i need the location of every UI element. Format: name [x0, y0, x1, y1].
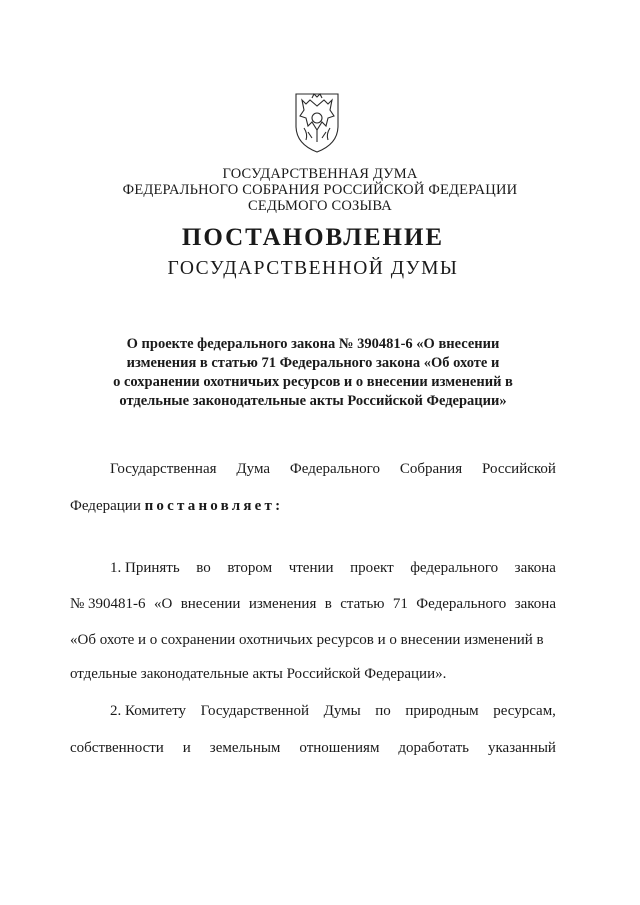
preamble-word: Дума: [236, 461, 271, 477]
item1-word: втором: [227, 560, 273, 576]
org-line-3: СЕДЬМОГО СОЗЫВА: [248, 198, 392, 214]
preamble-word: Государственная: [110, 461, 217, 477]
subject-line-1: О проекте федерального закона № 390481-6 «О внесении: [126, 336, 500, 352]
item1-word: статью: [340, 596, 385, 612]
item1-word: 1. Принять: [110, 560, 180, 576]
item1-word: 71: [392, 596, 408, 612]
preamble-word: Федерального: [289, 461, 380, 477]
item2-word: 2. Комитету: [110, 703, 187, 719]
item1-word: проект: [350, 560, 394, 576]
org-line-2: ФЕДЕРАЛЬНОГО СОБРАНИЯ РОССИЙСКОЙ ФЕДЕРАЦИИ: [122, 182, 518, 198]
item2-word: Государственной: [200, 703, 310, 719]
item1-word: в: [324, 596, 332, 612]
item2-line-2: [70, 740, 556, 757]
item1-line-4: отдельные законодательные акты Российской Федерации».: [70, 666, 447, 682]
preamble-line-1: [110, 461, 556, 478]
document-title: ПОСТАНОВЛЕНИЕ: [181, 224, 445, 251]
subject-line-2: изменения в статью 71 Федерального закона «Об охоте и: [126, 355, 500, 371]
preamble-line-2: [70, 498, 283, 515]
item1-word: № 390481-6: [70, 596, 146, 612]
item2-line-1: [110, 703, 556, 720]
item1-line-3: «Об охоте и о сохранении охотничьих ресурсов и о внесении изменений в: [70, 632, 544, 648]
item1-word: во: [196, 560, 211, 576]
item1-word: изменения: [248, 596, 317, 612]
item2-word: указанный: [487, 740, 556, 756]
item1-word: закона: [514, 560, 556, 576]
item2-word: земельным: [209, 740, 281, 756]
preamble-resolves: постановляет:: [144, 498, 284, 514]
item2-word: Думы: [323, 703, 361, 719]
item1-line-2: [70, 596, 556, 613]
item1-word: чтении: [288, 560, 334, 576]
preamble-word: Российской: [482, 461, 556, 477]
preamble-word: Собрания: [399, 461, 463, 477]
item2-word: ресурсам,: [493, 703, 556, 719]
item1-word: закона: [514, 596, 556, 612]
item2-word: доработать: [398, 740, 470, 756]
coat-of-arms-emblem-icon: [282, 86, 352, 156]
item2-word: собственности: [70, 740, 164, 756]
subject-line-4: отдельные законодательные акты Российской Федерации»: [119, 393, 507, 409]
item1-line-1: [110, 560, 556, 577]
item1-word: федерального: [410, 560, 499, 576]
item2-word: природным: [405, 703, 479, 719]
item2-word: отношениям: [299, 740, 380, 756]
item1-word: «О: [153, 596, 173, 612]
item2-word: и: [182, 740, 191, 756]
document-subtitle: ГОСУДАРСТВЕННОЙ ДУМЫ: [167, 258, 459, 279]
preamble-federation: Федерации: [70, 498, 141, 514]
item1-word: внесении: [180, 596, 241, 612]
subject-line-3: о сохранении охотничьих ресурсов и о внесении изменений в: [113, 374, 513, 390]
org-line-1: ГОСУДАРСТВЕННАЯ ДУМА: [222, 166, 418, 182]
item1-word: Федерального: [416, 596, 507, 612]
item2-word: по: [375, 703, 391, 719]
